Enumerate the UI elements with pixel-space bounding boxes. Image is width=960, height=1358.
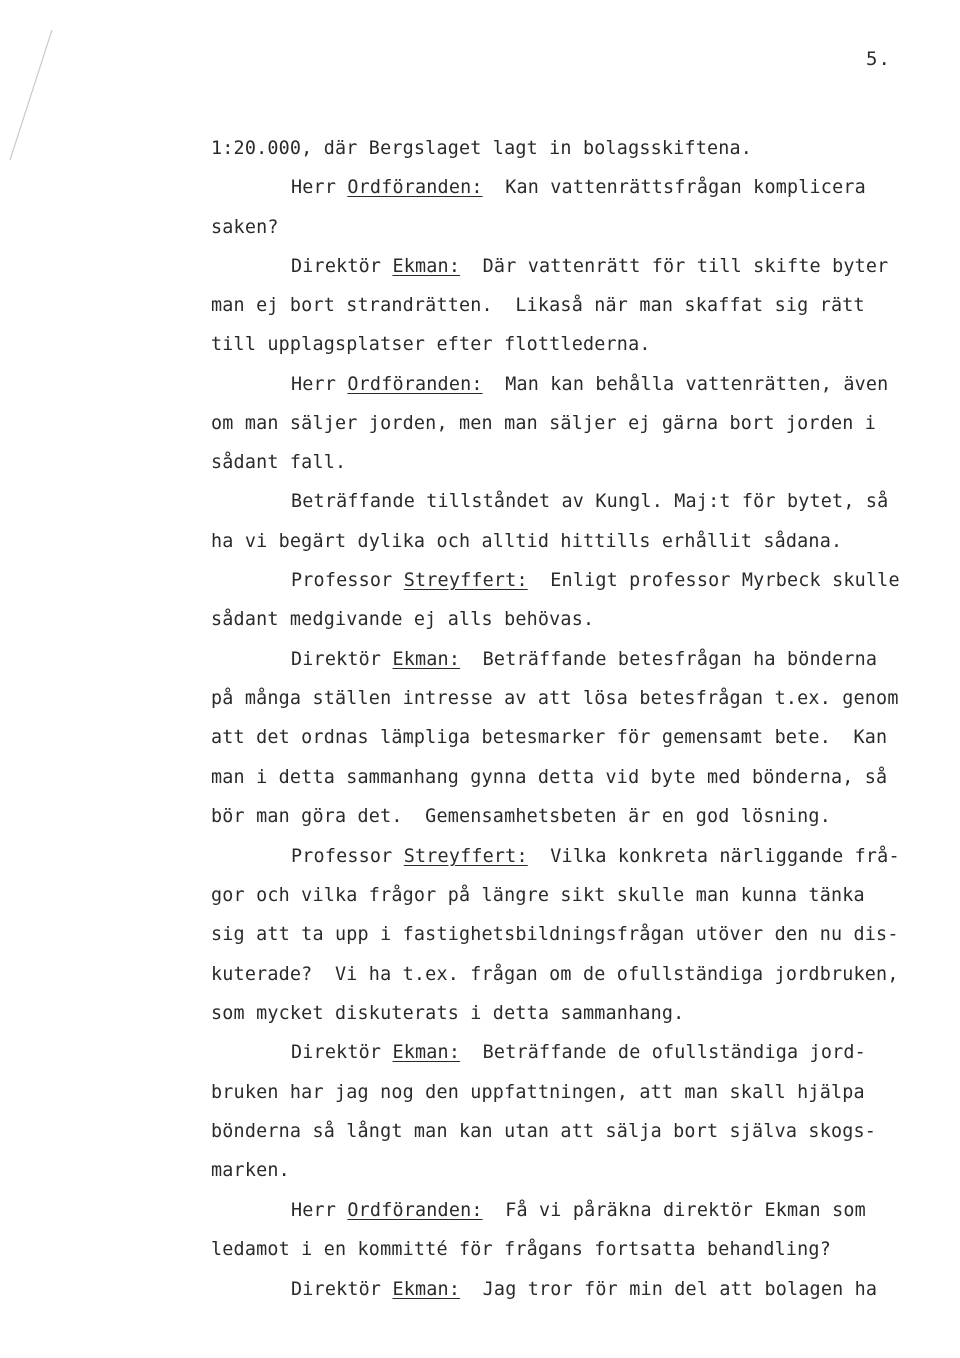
text-line: sådant fall. bbox=[211, 452, 347, 473]
speaker-title: Direktör bbox=[291, 1279, 382, 1300]
speech-text: Beträffande de ofullständiga jord- bbox=[482, 1042, 866, 1063]
text-line: bruken har jag nog den uppfattningen, att man skall hjälpa bbox=[211, 1082, 865, 1103]
text-line: saken? bbox=[211, 217, 279, 238]
text-line: 1:20.000, där Bergslaget lagt in bolagsskiftena. bbox=[211, 138, 753, 159]
speaker-title: Direktör bbox=[291, 649, 382, 670]
speaker-line bbox=[291, 1200, 866, 1222]
text-line: att det ordnas lämpliga betesmarker för gemensamt bete. Kan bbox=[211, 727, 888, 748]
text-line: ha vi begärt dylika och alltid hittills erhållit sådana. bbox=[211, 531, 843, 552]
text-line: gor och vilka frågor på längre sikt skulle man kunna tänka bbox=[211, 885, 865, 906]
speaker-name: Ekman: bbox=[392, 1042, 461, 1063]
speaker-line bbox=[291, 177, 866, 199]
text-line: marken. bbox=[211, 1160, 290, 1181]
speaker-line bbox=[291, 649, 877, 671]
page-number: 5. bbox=[866, 48, 891, 70]
speaker-name: Ordföranden: bbox=[347, 1200, 483, 1221]
text-line: bör man göra det. Gemensamhetsbeten är en god lösning. bbox=[211, 806, 831, 827]
text-line: sådant medgivande ej alls behövas. bbox=[211, 609, 595, 630]
speech-text: Få vi påräkna direktör Ekman som bbox=[505, 1200, 866, 1221]
speech-text: Jag tror för min del att bolagen ha bbox=[482, 1279, 878, 1300]
speech-text: Enligt professor Myrbeck skulle bbox=[550, 570, 900, 591]
speaker-line bbox=[291, 1279, 877, 1301]
margin-pencil-mark bbox=[0, 0, 60, 200]
speaker-name: Ordföranden: bbox=[347, 177, 483, 198]
speaker-name: Ekman: bbox=[392, 649, 461, 670]
speech-text: Beträffande betesfrågan ha bönderna bbox=[482, 649, 878, 670]
speaker-name: Ekman: bbox=[392, 256, 461, 277]
speaker-title: Direktör bbox=[291, 256, 382, 277]
speaker-title: Herr bbox=[291, 177, 337, 198]
speaker-title: Herr bbox=[291, 374, 337, 395]
speech-text: Man kan behålla vattenrätten, även bbox=[505, 374, 889, 395]
speaker-line bbox=[291, 846, 900, 868]
text-line: kuterade? Vi ha t.ex. frågan om de ofullständiga jordbruken, bbox=[211, 964, 899, 985]
speaker-name: Ordföranden: bbox=[347, 374, 483, 395]
speaker-line bbox=[291, 570, 900, 592]
speaker-name: Streyffert: bbox=[403, 570, 528, 591]
speaker-title: Professor bbox=[291, 846, 393, 867]
speaker-line bbox=[291, 256, 888, 278]
text-line: man i detta sammanhang gynna detta vid byte med bönderna, så bbox=[211, 767, 888, 788]
speaker-title: Direktör bbox=[291, 1042, 382, 1063]
speech-text: Vilka konkreta närliggande frå- bbox=[550, 846, 900, 867]
text-line: som mycket diskuterats i detta sammanhang. bbox=[211, 1003, 685, 1024]
text-line: bönderna så långt man kan utan att sälja bort själva skogs- bbox=[211, 1121, 877, 1142]
text-line: till upplagsplatser efter flottlederna. bbox=[211, 334, 651, 355]
speaker-name: Streyffert: bbox=[403, 846, 528, 867]
text-line: på många ställen intresse av att lösa betesfrågan t.ex. genom bbox=[211, 688, 899, 709]
speaker-title: Herr bbox=[291, 1200, 337, 1221]
text-line: om man säljer jorden, men man säljer ej gärna bort jorden i bbox=[211, 413, 877, 434]
text-line: ledamot i en kommitté för frågans fortsatta behandling? bbox=[211, 1239, 831, 1260]
speaker-title: Professor bbox=[291, 570, 393, 591]
text-line: Beträffande tillståndet av Kungl. Maj:t för bytet, så bbox=[291, 491, 889, 512]
speaker-line bbox=[291, 1042, 866, 1064]
speaker-name: Ekman: bbox=[392, 1279, 461, 1300]
text-line: sig att ta upp i fastighetsbildningsfrågan utöver den nu dis- bbox=[211, 924, 899, 945]
text-line: man ej bort strandrätten. Likaså när man skaffat sig rätt bbox=[211, 295, 865, 316]
speaker-line bbox=[291, 374, 888, 396]
speech-text: Kan vattenrättsfrågan komplicera bbox=[505, 177, 866, 198]
speech-text: Där vattenrätt för till skifte byter bbox=[482, 256, 889, 277]
